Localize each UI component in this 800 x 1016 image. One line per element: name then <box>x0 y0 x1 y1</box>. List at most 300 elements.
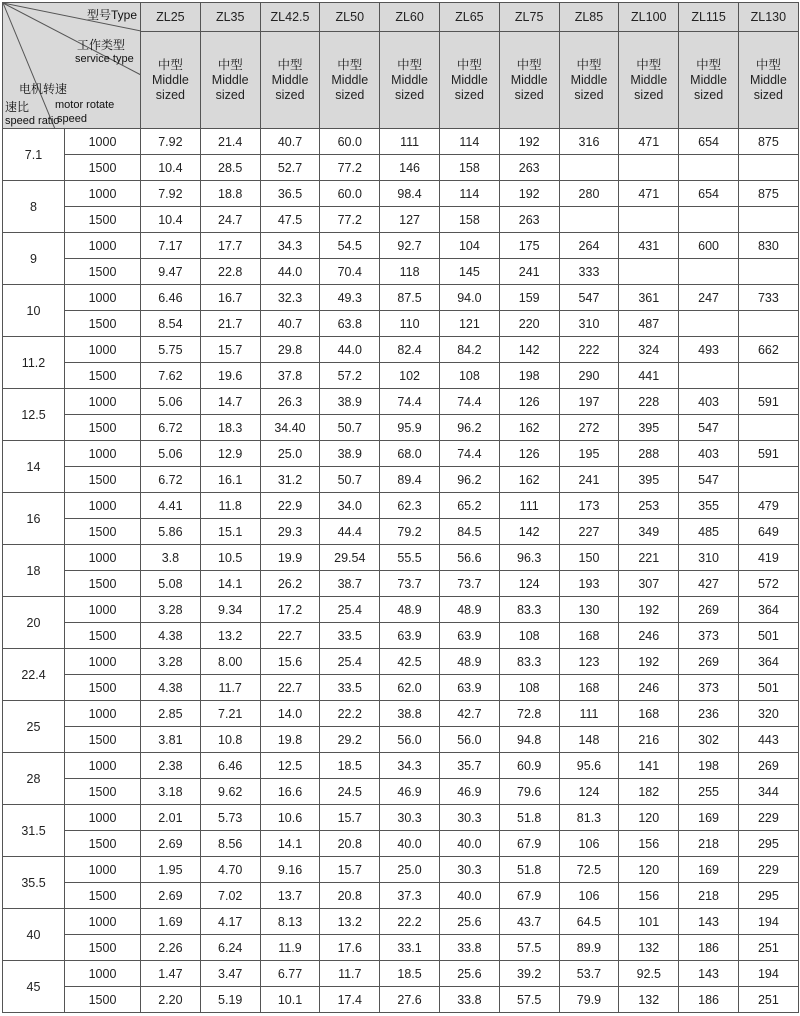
power-value-cell: 15.7 <box>320 857 380 883</box>
power-value-cell: 662 <box>738 337 798 363</box>
power-value-cell: 241 <box>559 467 619 493</box>
power-value-cell: 501 <box>738 623 798 649</box>
power-value-cell: 7.92 <box>141 181 201 207</box>
speed-ratio-cell: 18 <box>3 545 65 597</box>
power-value-cell: 15.6 <box>260 649 320 675</box>
power-value-cell: 7.92 <box>141 129 201 155</box>
power-value-cell: 48.9 <box>439 597 499 623</box>
power-value-cell: 34.3 <box>380 753 440 779</box>
power-value-cell: 20.8 <box>320 831 380 857</box>
table-row <box>3 493 799 519</box>
power-value-cell: 104 <box>439 233 499 259</box>
service-type-en: service type <box>75 53 134 65</box>
power-value-cell: 485 <box>679 519 739 545</box>
service-type-en2: sized <box>335 87 365 102</box>
power-value-cell: 197 <box>559 389 619 415</box>
power-value-cell <box>679 311 739 337</box>
power-value-cell: 310 <box>559 311 619 337</box>
power-value-cell: 42.7 <box>439 701 499 727</box>
service-type-cell <box>200 32 260 129</box>
power-value-cell: 12.5 <box>260 753 320 779</box>
power-value-cell: 79.9 <box>559 987 619 1013</box>
speed-ratio-cell: 14 <box>3 441 65 493</box>
power-value-cell: 63.9 <box>380 623 440 649</box>
service-type-cn: 中型 <box>277 57 303 72</box>
power-value-cell: 92.5 <box>619 961 679 987</box>
power-value-cell: 263 <box>499 207 559 233</box>
power-value-cell: 7.62 <box>141 363 201 389</box>
power-value-cell: 114 <box>439 129 499 155</box>
motor-speed-cell: 1000 <box>65 285 141 311</box>
power-value-cell <box>738 207 798 233</box>
power-value-cell: 77.2 <box>320 155 380 181</box>
power-value-cell: 316 <box>559 129 619 155</box>
table-row <box>3 935 799 961</box>
power-value-cell: 30.3 <box>439 805 499 831</box>
power-value-cell: 159 <box>499 285 559 311</box>
power-value-cell <box>738 467 798 493</box>
service-type-cell <box>260 32 320 129</box>
power-value-cell: 307 <box>619 571 679 597</box>
power-value-cell: 33.1 <box>380 935 440 961</box>
power-value-cell: 4.38 <box>141 623 201 649</box>
power-value-cell: 72.8 <box>499 701 559 727</box>
power-value-cell: 142 <box>499 337 559 363</box>
motor-speed-cell: 1000 <box>65 909 141 935</box>
power-value-cell: 25.6 <box>439 909 499 935</box>
power-value-cell: 62.3 <box>380 493 440 519</box>
type-header-zl85: ZL85 <box>559 3 619 32</box>
table-row <box>3 701 799 727</box>
power-value-cell: 14.7 <box>200 389 260 415</box>
power-value-cell <box>738 259 798 285</box>
power-value-cell: 591 <box>738 441 798 467</box>
power-value-cell: 18.3 <box>200 415 260 441</box>
power-value-cell: 875 <box>738 181 798 207</box>
power-value-cell: 216 <box>619 727 679 753</box>
power-value-cell: 403 <box>679 441 739 467</box>
service-type-en2: sized <box>693 87 724 102</box>
power-value-cell: 324 <box>619 337 679 363</box>
table-row <box>3 623 799 649</box>
power-value-cell: 22.9 <box>260 493 320 519</box>
table-row <box>3 129 799 155</box>
power-value-cell: 654 <box>679 181 739 207</box>
power-value-cell: 120 <box>619 805 679 831</box>
speed-ratio-cell: 12.5 <box>3 389 65 441</box>
power-value-cell: 182 <box>619 779 679 805</box>
power-value-cell: 148 <box>559 727 619 753</box>
table-row <box>3 311 799 337</box>
power-value-cell: 46.9 <box>439 779 499 805</box>
power-value-cell: 3.18 <box>141 779 201 805</box>
power-value-cell: 169 <box>679 857 739 883</box>
power-value-cell: 67.9 <box>499 883 559 909</box>
power-value-cell <box>619 207 679 233</box>
table-row <box>3 883 799 909</box>
power-value-cell: 1.69 <box>141 909 201 935</box>
power-value-cell: 50.7 <box>320 415 380 441</box>
speed-ratio-cell: 10 <box>3 285 65 337</box>
power-value-cell: 108 <box>499 623 559 649</box>
power-value-cell: 121 <box>439 311 499 337</box>
speed-ratio-cell: 20 <box>3 597 65 649</box>
speed-ratio-cell: 11.2 <box>3 337 65 389</box>
power-value-cell: 591 <box>738 389 798 415</box>
power-value-cell: 60.0 <box>320 181 380 207</box>
power-value-cell: 70.4 <box>320 259 380 285</box>
type-header-zl50: ZL50 <box>320 3 380 32</box>
power-value-cell: 30.3 <box>380 805 440 831</box>
power-value-cell: 251 <box>738 935 798 961</box>
power-value-cell: 34.3 <box>260 233 320 259</box>
power-value-cell: 441 <box>619 363 679 389</box>
power-value-cell: 42.5 <box>380 649 440 675</box>
power-value-cell: 118 <box>380 259 440 285</box>
power-value-cell: 94.0 <box>439 285 499 311</box>
power-value-cell: 21.4 <box>200 129 260 155</box>
power-value-cell: 269 <box>679 597 739 623</box>
table-row <box>3 831 799 857</box>
table-row <box>3 909 799 935</box>
power-value-cell: 26.2 <box>260 571 320 597</box>
power-value-cell: 18.5 <box>320 753 380 779</box>
table-row <box>3 155 799 181</box>
motor-speed-cell: 1000 <box>65 233 141 259</box>
power-value-cell <box>679 259 739 285</box>
table-row <box>3 207 799 233</box>
power-value-cell: 192 <box>499 129 559 155</box>
motor-speed-cell: 1500 <box>65 155 141 181</box>
service-type-en1: Middle <box>271 72 309 87</box>
power-value-cell: 246 <box>619 675 679 701</box>
power-value-cell: 2.20 <box>141 987 201 1013</box>
power-value-cell: 295 <box>738 831 798 857</box>
power-value-cell: 14.1 <box>200 571 260 597</box>
power-value-cell: 29.8 <box>260 337 320 363</box>
power-value-cell: 33.8 <box>439 987 499 1013</box>
power-value-cell: 22.2 <box>320 701 380 727</box>
table-row <box>3 389 799 415</box>
type-header-zl100: ZL100 <box>619 3 679 32</box>
power-value-cell: 87.5 <box>380 285 440 311</box>
power-value-cell: 150 <box>559 545 619 571</box>
power-value-cell: 221 <box>619 545 679 571</box>
power-value-cell: 24.5 <box>320 779 380 805</box>
power-value-cell: 111 <box>499 493 559 519</box>
service-type-en1: Middle <box>570 72 608 87</box>
power-value-cell: 246 <box>619 623 679 649</box>
type-header-zl65: ZL65 <box>439 3 499 32</box>
speed-ratio-cell: 22.4 <box>3 649 65 701</box>
power-value-cell: 16.7 <box>200 285 260 311</box>
power-value-cell: 44.0 <box>260 259 320 285</box>
power-value-cell: 29.2 <box>320 727 380 753</box>
speed-ratio-cn: 速比 <box>5 100 30 114</box>
power-value-cell: 320 <box>738 701 798 727</box>
table-row <box>3 415 799 441</box>
power-value-cell: 169 <box>679 805 739 831</box>
table-row <box>3 363 799 389</box>
power-value-cell: 198 <box>679 753 739 779</box>
service-type-en2: sized <box>275 87 305 102</box>
power-value-cell: 2.69 <box>141 831 201 857</box>
power-value-cell: 83.3 <box>499 649 559 675</box>
power-value-cell: 22.2 <box>380 909 440 935</box>
motor-speed-cell: 1000 <box>65 441 141 467</box>
power-value-cell: 218 <box>679 883 739 909</box>
power-value-cell: 33.5 <box>320 623 380 649</box>
power-value-cell: 124 <box>499 571 559 597</box>
service-type-cn: 中型 <box>456 57 482 72</box>
power-value-cell: 10.4 <box>141 155 201 181</box>
power-value-cell: 44.0 <box>320 337 380 363</box>
power-value-cell: 29.54 <box>320 545 380 571</box>
type-header-zl115: ZL115 <box>679 3 739 32</box>
power-value-cell: 114 <box>439 181 499 207</box>
power-value-cell: 6.72 <box>141 415 201 441</box>
power-value-cell: 63.9 <box>439 675 499 701</box>
power-value-cell: 53.7 <box>559 961 619 987</box>
power-value-cell: 6.46 <box>141 285 201 311</box>
power-value-cell: 124 <box>559 779 619 805</box>
power-value-cell: 229 <box>738 857 798 883</box>
speed-ratio-cell: 9 <box>3 233 65 285</box>
motor-speed-cell: 1500 <box>65 831 141 857</box>
power-value-cell: 875 <box>738 129 798 155</box>
service-type-en1: Middle <box>749 72 787 87</box>
power-value-cell <box>619 259 679 285</box>
service-type-cell <box>499 32 559 129</box>
motor-speed-cell: 1500 <box>65 519 141 545</box>
motor-speed-cell: 1500 <box>65 727 141 753</box>
power-value-cell: 40.0 <box>439 831 499 857</box>
motor-speed-cell: 1000 <box>65 805 141 831</box>
power-value-cell: 13.2 <box>320 909 380 935</box>
power-value-cell: 247 <box>679 285 739 311</box>
power-value-cell: 10.1 <box>260 987 320 1013</box>
power-value-cell: 25.4 <box>320 597 380 623</box>
service-type-cell <box>320 32 380 129</box>
power-value-cell: 72.5 <box>559 857 619 883</box>
power-value-cell: 57.2 <box>320 363 380 389</box>
service-type-cn: 中型 <box>755 57 781 72</box>
power-value-cell: 142 <box>499 519 559 545</box>
motor-speed-en-1: motor rotate <box>55 99 115 111</box>
table-row <box>3 467 799 493</box>
power-value-cell: 57.5 <box>499 987 559 1013</box>
power-value-cell: 79.6 <box>499 779 559 805</box>
power-value-cell: 60.0 <box>320 129 380 155</box>
power-value-cell: 25.0 <box>260 441 320 467</box>
table-row <box>3 805 799 831</box>
power-value-cell: 168 <box>619 701 679 727</box>
power-value-cell: 2.38 <box>141 753 201 779</box>
motor-speed-cell: 1500 <box>65 207 141 233</box>
power-value-cell: 68.0 <box>380 441 440 467</box>
power-value-cell: 56.6 <box>439 545 499 571</box>
motor-speed-cell: 1500 <box>65 363 141 389</box>
power-value-cell: 79.2 <box>380 519 440 545</box>
power-value-cell: 36.5 <box>260 181 320 207</box>
motor-speed-cell: 1000 <box>65 961 141 987</box>
power-value-cell: 264 <box>559 233 619 259</box>
table-row <box>3 545 799 571</box>
power-value-cell <box>738 155 798 181</box>
service-type-en1: Middle <box>211 72 249 87</box>
power-value-cell: 269 <box>679 649 739 675</box>
motor-speed-cn: 电机转速 <box>19 82 68 96</box>
motor-speed-cell: 1000 <box>65 753 141 779</box>
power-value-cell: 4.17 <box>200 909 260 935</box>
power-value-cell: 830 <box>738 233 798 259</box>
service-type-cn: 中型 <box>217 57 243 72</box>
table-row <box>3 441 799 467</box>
power-value-cell: 101 <box>619 909 679 935</box>
table-header <box>3 3 799 129</box>
power-value-cell: 95.9 <box>380 415 440 441</box>
motor-speed-cell: 1500 <box>65 259 141 285</box>
power-value-cell: 52.7 <box>260 155 320 181</box>
table-row <box>3 675 799 701</box>
service-type-en1: Middle <box>331 72 369 87</box>
power-value-cell: 228 <box>619 389 679 415</box>
table-body <box>3 129 799 1013</box>
power-value-cell: 5.08 <box>141 571 201 597</box>
power-value-cell: 54.5 <box>320 233 380 259</box>
power-value-cell: 168 <box>559 675 619 701</box>
power-value-cell: 10.6 <box>260 805 320 831</box>
power-value-cell: 30.3 <box>439 857 499 883</box>
power-value-cell <box>738 311 798 337</box>
power-value-cell: 83.3 <box>499 597 559 623</box>
power-value-cell: 31.2 <box>260 467 320 493</box>
power-value-cell: 95.6 <box>559 753 619 779</box>
power-value-cell: 22.7 <box>260 675 320 701</box>
power-value-cell: 156 <box>619 883 679 909</box>
power-value-cell: 11.8 <box>200 493 260 519</box>
motor-speed-cell: 1000 <box>65 857 141 883</box>
motor-speed-cell: 1500 <box>65 623 141 649</box>
power-value-cell: 501 <box>738 675 798 701</box>
power-value-cell: 18.5 <box>380 961 440 987</box>
service-type-cell <box>439 32 499 129</box>
motor-speed-cell: 1500 <box>65 883 141 909</box>
power-value-cell: 127 <box>380 207 440 233</box>
power-value-cell: 11.9 <box>260 935 320 961</box>
power-value-cell: 50.7 <box>320 467 380 493</box>
power-value-cell: 48.9 <box>380 597 440 623</box>
power-value-cell: 272 <box>559 415 619 441</box>
service-type-cell <box>141 32 201 129</box>
power-rating-table <box>2 2 799 1013</box>
power-value-cell: 493 <box>679 337 739 363</box>
service-type-cn: 工作类型 <box>77 38 126 52</box>
service-type-cell <box>619 32 679 129</box>
power-value-cell: 63.8 <box>320 311 380 337</box>
motor-speed-cell: 1500 <box>65 779 141 805</box>
power-value-cell: 46.9 <box>380 779 440 805</box>
power-value-cell: 38.9 <box>320 389 380 415</box>
power-value-cell: 654 <box>679 129 739 155</box>
power-value-cell: 51.8 <box>499 857 559 883</box>
power-value-cell <box>738 363 798 389</box>
service-type-en2: sized <box>514 87 544 102</box>
power-value-cell: 263 <box>499 155 559 181</box>
power-value-cell: 39.2 <box>499 961 559 987</box>
power-value-cell: 364 <box>738 597 798 623</box>
table-row <box>3 961 799 987</box>
type-header-zl42-5: ZL42.5 <box>260 3 320 32</box>
power-value-cell: 547 <box>679 415 739 441</box>
power-value-cell: 77.2 <box>320 207 380 233</box>
power-value-cell: 82.4 <box>380 337 440 363</box>
table-row <box>3 727 799 753</box>
power-value-cell: 186 <box>679 935 739 961</box>
table-row <box>3 753 799 779</box>
power-value-cell: 33.5 <box>320 675 380 701</box>
power-value-cell: 10.5 <box>200 545 260 571</box>
table-row <box>3 337 799 363</box>
power-value-cell: 111 <box>380 129 440 155</box>
power-value-cell: 6.72 <box>141 467 201 493</box>
power-value-cell: 22.7 <box>260 623 320 649</box>
motor-speed-cell: 1000 <box>65 545 141 571</box>
power-value-cell <box>738 415 798 441</box>
power-value-cell: 18.8 <box>200 181 260 207</box>
table-row <box>3 649 799 675</box>
motor-speed-cell: 1000 <box>65 389 141 415</box>
power-value-cell: 74.4 <box>439 441 499 467</box>
power-value-cell: 168 <box>559 623 619 649</box>
power-value-cell <box>559 155 619 181</box>
power-value-cell: 3.81 <box>141 727 201 753</box>
power-value-cell: 25.6 <box>439 961 499 987</box>
power-value-cell: 2.69 <box>141 883 201 909</box>
power-value-cell: 344 <box>738 779 798 805</box>
power-value-cell: 29.3 <box>260 519 320 545</box>
power-value-cell: 123 <box>559 649 619 675</box>
power-value-cell: 14.1 <box>260 831 320 857</box>
power-value-cell: 547 <box>679 467 739 493</box>
power-value-cell: 11.7 <box>200 675 260 701</box>
power-value-cell: 24.7 <box>200 207 260 233</box>
power-value-cell: 173 <box>559 493 619 519</box>
power-value-cell: 102 <box>380 363 440 389</box>
power-value-cell: 96.2 <box>439 415 499 441</box>
power-value-cell: 443 <box>738 727 798 753</box>
power-value-cell: 108 <box>439 363 499 389</box>
power-value-cell: 15.7 <box>320 805 380 831</box>
power-value-cell: 38.9 <box>320 441 380 467</box>
power-value-cell: 4.41 <box>141 493 201 519</box>
power-value-cell: 192 <box>619 597 679 623</box>
service-type-en1: Middle <box>690 72 727 87</box>
power-value-cell: 194 <box>738 909 798 935</box>
power-value-cell: 2.26 <box>141 935 201 961</box>
motor-speed-cell: 1500 <box>65 311 141 337</box>
power-value-cell: 349 <box>619 519 679 545</box>
power-value-cell: 74.4 <box>439 389 499 415</box>
power-value-cell: 13.7 <box>260 883 320 909</box>
power-value-cell: 8.13 <box>260 909 320 935</box>
power-value-cell: 15.1 <box>200 519 260 545</box>
service-type-cn: 中型 <box>397 57 423 72</box>
power-value-cell: 194 <box>738 961 798 987</box>
power-value-cell: 126 <box>499 389 559 415</box>
speed-ratio-cell: 16 <box>3 493 65 545</box>
speed-ratio-cell: 25 <box>3 701 65 753</box>
